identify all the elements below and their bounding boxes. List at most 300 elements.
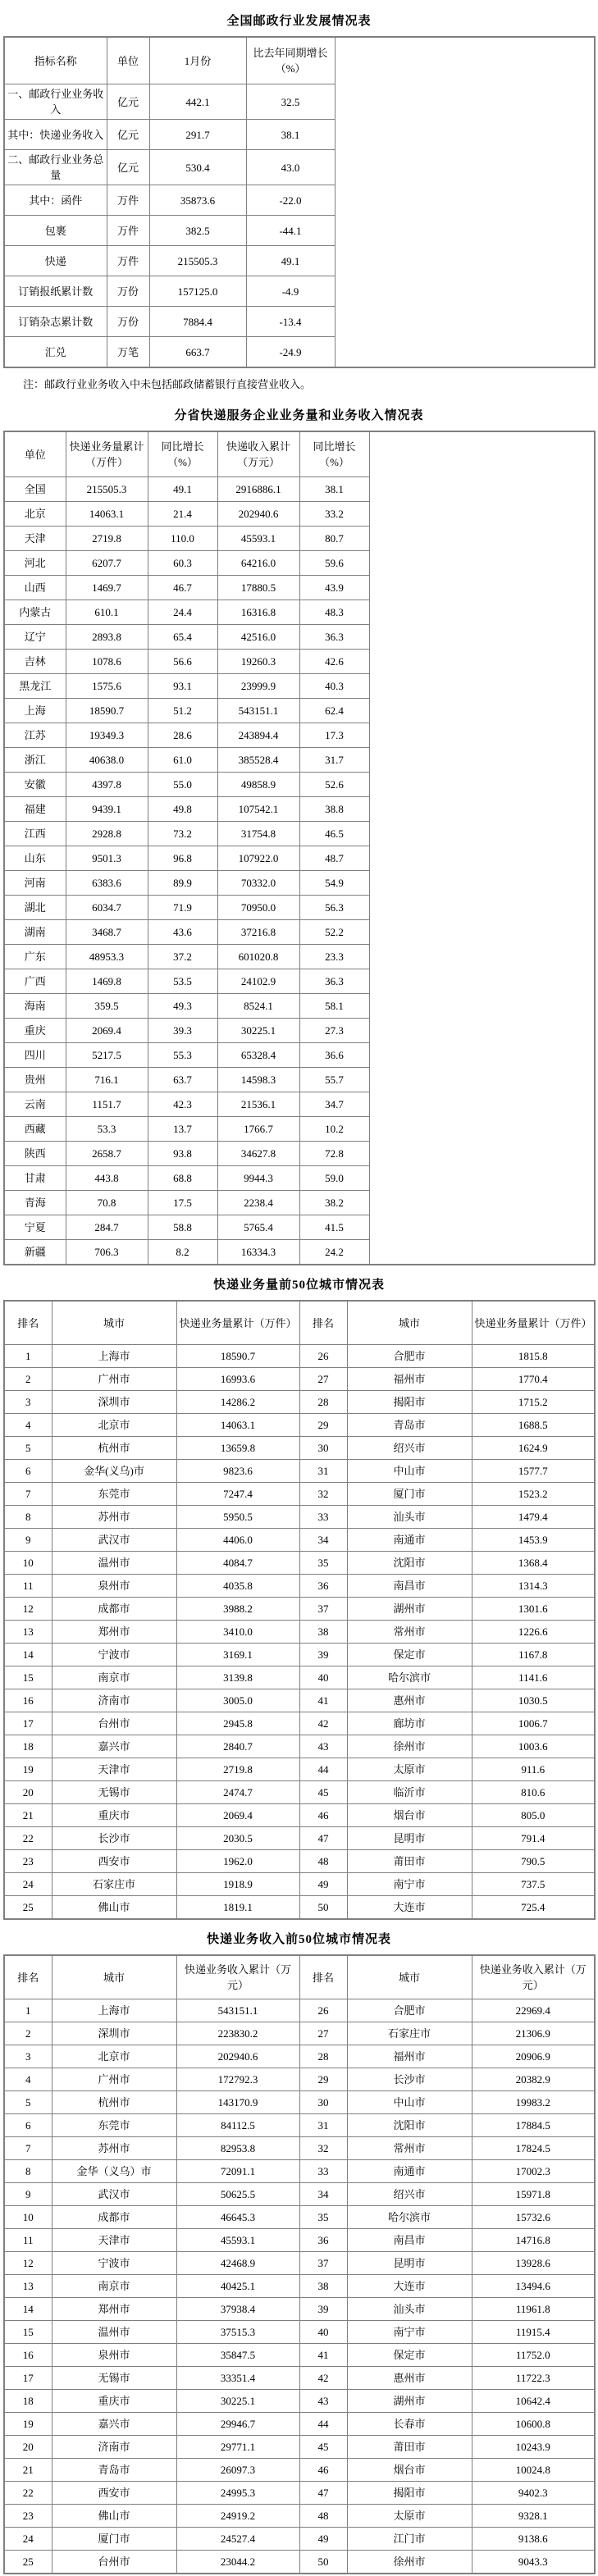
table-cell: 北京市 (52, 2045, 176, 2068)
table-cell: -44.1 (246, 216, 335, 246)
table-cell: 46.5 (299, 822, 369, 846)
table-cell: 291.7 (149, 120, 246, 150)
table-cell: 江苏 (4, 723, 66, 748)
table-cell: 东莞市 (52, 2114, 176, 2137)
table-cell: 6034.7 (66, 896, 148, 920)
table-cell: 2030.5 (176, 1827, 299, 1850)
col-header-volume-right: 快递业务量累计（万件） (472, 1301, 595, 1345)
table-cell: 东莞市 (52, 1483, 176, 1506)
table-cell: 重庆 (4, 1019, 66, 1043)
table-cell: 11 (4, 2229, 52, 2252)
table-cell: 哈尔滨市 (347, 1666, 472, 1689)
table-cell: 385528.4 (217, 748, 299, 773)
table-cell: 11 (4, 1575, 52, 1598)
table-cell: 17.3 (299, 723, 369, 748)
table-cell: 49.3 (148, 994, 217, 1019)
table-cell: 21 (4, 1804, 52, 1827)
table-cell: 山东 (4, 846, 66, 871)
table-cell: 常州市 (347, 1621, 472, 1644)
table-cell: 深圳市 (52, 1391, 176, 1414)
table-cell: 50 (299, 2551, 347, 2574)
table-cell: 1918.9 (176, 1873, 299, 1896)
table-cell: 2928.8 (66, 822, 148, 846)
table-cell: 包裹 (4, 216, 107, 246)
table-cell: 46 (299, 2459, 347, 2482)
table-cell: 揭阳市 (347, 2482, 472, 2505)
table-cell: 215505.3 (149, 246, 246, 276)
table-cell: 宁波市 (52, 1644, 176, 1666)
table-cell: 厦门市 (52, 2528, 176, 2551)
table-cell: 38.1 (246, 120, 335, 150)
table-cell: 南京市 (52, 2275, 176, 2298)
table-row (4, 1758, 595, 1781)
table-cell: 44 (299, 1758, 347, 1781)
table-cell: 20 (4, 2436, 52, 2459)
table-cell: 中山市 (347, 1460, 472, 1483)
table-cell: 保定市 (347, 1644, 472, 1666)
table-cell: 订销杂志累计数 (4, 307, 107, 337)
table-cell: 60.3 (148, 551, 217, 576)
table-cell: 70.8 (66, 1191, 148, 1215)
province-table-body (4, 431, 595, 1265)
province-table-title: 分省快递服务企业业务量和业务收入情况表 (174, 409, 424, 422)
col-header-city-left: 城市 (52, 1955, 176, 1999)
table-cell: 一、邮政行业业务收入 (4, 84, 107, 120)
table-cell: 38 (299, 2275, 347, 2298)
table-cell: 亿元 (107, 84, 149, 120)
table-cell: 31 (299, 2114, 347, 2137)
table-cell: 25 (4, 1896, 52, 1920)
table-cell: 41 (299, 2344, 347, 2367)
table-cell: 福州市 (347, 1368, 472, 1391)
table-row (4, 1827, 595, 1850)
table-cell: 49 (299, 1873, 347, 1896)
table-row (4, 1689, 595, 1712)
table-cell: 59.0 (299, 1166, 369, 1191)
table-row (4, 1735, 595, 1758)
table-row (4, 1506, 595, 1529)
table-cell: 西安市 (52, 1850, 176, 1873)
table-cell: 37 (299, 1598, 347, 1621)
table-cell: 9823.6 (176, 1460, 299, 1483)
table-cell: 1226.6 (472, 1621, 595, 1644)
table-cell: 610.1 (66, 600, 148, 625)
table-cell: 80.7 (299, 527, 369, 551)
table-cell: 50 (299, 1896, 347, 1920)
table-cell: 21536.1 (217, 1092, 299, 1117)
table-cell: 甘肃 (4, 1166, 66, 1191)
table-cell: 1030.5 (472, 1689, 595, 1712)
table-cell: 35847.5 (176, 2344, 299, 2367)
table-cell: 543151.1 (217, 699, 299, 723)
table-cell: 284.7 (66, 1215, 148, 1240)
table-cell: 68.8 (148, 1166, 217, 1191)
table-cell: 宁夏 (4, 1215, 66, 1240)
table-cell: 10 (4, 2206, 52, 2229)
table-cell: 18 (4, 1735, 52, 1758)
table-cell: 16 (4, 2344, 52, 2367)
table-cell: 无锡市 (52, 1781, 176, 1804)
table-cell: 45 (299, 2436, 347, 2459)
table-row (4, 1368, 595, 1391)
table-cell: 36 (299, 1575, 347, 1598)
table-cell: 48.3 (299, 600, 369, 625)
col-header-rank-right: 排名 (299, 1301, 347, 1345)
table-row (4, 1666, 595, 1689)
table-cell: 42 (299, 2367, 347, 2390)
table-cell: 663.7 (149, 337, 246, 368)
table-row (4, 2390, 595, 2413)
table-cell: 湖州市 (347, 1598, 472, 1621)
table-cell: 45593.1 (176, 2229, 299, 2252)
table-row (4, 2436, 595, 2459)
table-cell: 1469.7 (66, 576, 148, 600)
table-cell: 西藏 (4, 1117, 66, 1142)
table-cell: 71.9 (148, 896, 217, 920)
table-cell: 27 (299, 1368, 347, 1391)
table-cell: 737.5 (472, 1873, 595, 1896)
table-cell: 22969.4 (472, 1999, 595, 2022)
col-header-revenue-growth: 同比增长（%） (299, 431, 369, 477)
table-cell: 48 (299, 1850, 347, 1873)
table-cell: 13928.6 (472, 2252, 595, 2275)
table-cell: 福建 (4, 797, 66, 822)
table-row (4, 2482, 595, 2505)
table-row (4, 2551, 595, 2574)
table-cell: 天津市 (52, 2229, 176, 2252)
table-cell: 2069.4 (66, 1019, 148, 1043)
table-cell: 17002.3 (472, 2160, 595, 2183)
table-cell: 601020.8 (217, 945, 299, 969)
table-cell: 49858.9 (217, 773, 299, 797)
table-cell: 50625.5 (176, 2183, 299, 2206)
table-cell: 43 (299, 1735, 347, 1758)
table-cell: 温州市 (52, 1552, 176, 1575)
table-cell: 昆明市 (347, 2252, 472, 2275)
table-cell: 65328.4 (217, 1043, 299, 1068)
table-cell: 32 (299, 2137, 347, 2160)
table-row (4, 2091, 595, 2114)
table-cell: 金华(义乌)市 (52, 1460, 176, 1483)
table-cell: 1006.7 (472, 1712, 595, 1735)
table-cell: 金华（义乌）市 (52, 2160, 176, 2183)
table-cell: 10 (4, 1552, 52, 1575)
table-cell: 9043.3 (472, 2551, 595, 2574)
table-cell: 太原市 (347, 1758, 472, 1781)
table-cell: 成都市 (52, 1598, 176, 1621)
table-cell: 嘉兴市 (52, 2413, 176, 2436)
table-cell: 6207.7 (66, 551, 148, 576)
table-cell: 28 (299, 2045, 347, 2068)
table-cell: 40 (299, 1666, 347, 1689)
table-cell: 广西 (4, 969, 66, 994)
table-cell: 1815.8 (472, 1345, 595, 1368)
table-cell: 23 (4, 2505, 52, 2528)
table-cell: 安徽 (4, 773, 66, 797)
table-cell: 3988.2 (176, 1598, 299, 1621)
table-cell: 33.2 (299, 502, 369, 527)
table-cell: 45593.1 (217, 527, 299, 551)
national-postal-development-table (3, 36, 596, 368)
table-cell: 23 (4, 1850, 52, 1873)
table-cell: 陕西 (4, 1142, 66, 1166)
table-cell: 42 (299, 1712, 347, 1735)
table-cell: 10243.9 (472, 2436, 595, 2459)
table-cell: 大连市 (347, 1896, 472, 1920)
table-cell: 1078.6 (66, 650, 148, 674)
table-cell: 10642.4 (472, 2390, 595, 2413)
table-row (4, 1644, 595, 1666)
table-cell: 1770.4 (472, 1368, 595, 1391)
table-cell: 43 (299, 2390, 347, 2413)
table-cell: 广州市 (52, 2068, 176, 2091)
table-cell: 南宁市 (347, 1873, 472, 1896)
table-cell: 南京市 (52, 1666, 176, 1689)
table-cell: 39 (299, 1644, 347, 1666)
table-row (4, 2367, 595, 2390)
table-cell: 49.8 (148, 797, 217, 822)
table-cell: 8 (4, 2160, 52, 2183)
table-cell: 215505.3 (66, 477, 148, 502)
table-cell: 亿元 (107, 150, 149, 185)
table-cell: 9138.6 (472, 2528, 595, 2551)
table-row (4, 1804, 595, 1827)
table-cell: 810.6 (472, 1781, 595, 1804)
table-cell: 10.2 (299, 1117, 369, 1142)
table-cell: 45 (299, 1781, 347, 1804)
table-row (4, 2321, 595, 2344)
empty-column (369, 431, 595, 1265)
table-cell: 35873.6 (149, 185, 246, 216)
table-cell: 10600.8 (472, 2413, 595, 2436)
table-row (4, 1598, 595, 1621)
table-cell: 青岛市 (347, 1414, 472, 1437)
table-cell: 23.3 (299, 945, 369, 969)
table-cell: 大连市 (347, 2275, 472, 2298)
table-cell: 13494.6 (472, 2275, 595, 2298)
table-cell: 1577.7 (472, 1460, 595, 1483)
table-cell: 14 (4, 1644, 52, 1666)
table-cell: 临沂市 (347, 1781, 472, 1804)
top50-volume-table-title: 快递业务量前50位城市情况表 (212, 1279, 385, 1292)
table-cell: 9944.3 (217, 1166, 299, 1191)
table-cell: 内蒙古 (4, 600, 66, 625)
table-cell: 1962.0 (176, 1850, 299, 1873)
table-cell: 17884.5 (472, 2114, 595, 2137)
table-cell: 706.3 (66, 1240, 148, 1265)
table-cell: 37515.3 (176, 2321, 299, 2344)
table-cell: 41 (299, 1689, 347, 1712)
table-cell: 38.1 (299, 477, 369, 502)
table-cell: 7 (4, 2137, 52, 2160)
table-cell: 36.3 (299, 969, 369, 994)
table-cell: 24102.9 (217, 969, 299, 994)
table-cell: 云南 (4, 1092, 66, 1117)
table-cell: 2840.7 (176, 1735, 299, 1758)
col-header-volume-left: 快递业务量累计（万件） (176, 1301, 299, 1345)
table-cell: 万件 (107, 216, 149, 246)
table-cell: 223830.2 (176, 2022, 299, 2045)
table-cell: 杭州市 (52, 2091, 176, 2114)
table-cell: 40425.1 (176, 2275, 299, 2298)
table-cell: 1469.8 (66, 969, 148, 994)
table-cell: 5765.4 (217, 1215, 299, 1240)
table-cell: 1575.6 (66, 674, 148, 699)
col-header-revenue-right: 快递业务收入累计（万元） (472, 1955, 595, 1999)
col-header-city-right: 城市 (347, 1301, 472, 1345)
table-cell: 22 (4, 2482, 52, 2505)
table-cell: 29 (299, 2068, 347, 2091)
table-cell: 海南 (4, 994, 66, 1019)
table-cell: 订销报纸累计数 (4, 276, 107, 307)
table-cell: 惠州市 (347, 2367, 472, 2390)
table-cell: 天津 (4, 527, 66, 551)
table-cell: 56.6 (148, 650, 217, 674)
table-row (4, 1712, 595, 1735)
table-cell: 716.1 (66, 1068, 148, 1092)
table-cell: 厦门市 (347, 1483, 472, 1506)
table-cell: 202940.6 (176, 2045, 299, 2068)
table-cell: 2945.8 (176, 1712, 299, 1735)
table-cell: 万件 (107, 246, 149, 276)
table-cell: 辽宁 (4, 625, 66, 650)
table-row (4, 2459, 595, 2482)
table-cell: 28 (299, 1391, 347, 1414)
table-cell: 1479.4 (472, 1506, 595, 1529)
table-cell: 53.5 (148, 969, 217, 994)
table-cell: 2893.8 (66, 625, 148, 650)
table-cell: 27 (299, 2022, 347, 2045)
table-cell: 石家庄市 (52, 1873, 176, 1896)
table-cell: 济南市 (52, 2436, 176, 2459)
table-cell: 6 (4, 2114, 52, 2137)
province-express-table (3, 431, 596, 1265)
table-cell: 15 (4, 1666, 52, 1689)
col-header-january: 1月份 (149, 37, 246, 84)
table-cell: 5 (4, 2091, 52, 2114)
table-cell: 24 (4, 1873, 52, 1896)
table-row (4, 1999, 595, 2022)
table-cell: 绍兴市 (347, 2183, 472, 2206)
table-cell: 73.2 (148, 822, 217, 846)
table-cell: 宁波市 (52, 2252, 176, 2275)
table-cell: 543151.1 (176, 1999, 299, 2022)
table-cell: 2658.7 (66, 1142, 148, 1166)
table-row (4, 2160, 595, 2183)
table-cell: 佛山市 (52, 1896, 176, 1920)
table-cell: 54.9 (299, 871, 369, 896)
table-row (4, 1483, 595, 1506)
table-cell: 38 (299, 1621, 347, 1644)
table-row (4, 2045, 595, 2068)
table-cell: 郑州市 (52, 2298, 176, 2321)
table-cell: 保定市 (347, 2344, 472, 2367)
table-cell: 南宁市 (347, 2321, 472, 2344)
table-cell: 39.3 (148, 1019, 217, 1043)
table-cell: 55.0 (148, 773, 217, 797)
table-cell: 济南市 (52, 1689, 176, 1712)
table-cell: 16993.6 (176, 1368, 299, 1391)
table-cell: 20 (4, 1781, 52, 1804)
table-cell: 23999.9 (217, 674, 299, 699)
table-cell: 34627.8 (217, 1142, 299, 1166)
table-row (4, 2528, 595, 2551)
table-cell: 嘉兴市 (52, 1735, 176, 1758)
table-cell: 8 (4, 1506, 52, 1529)
table-cell: 泉州市 (52, 1575, 176, 1598)
table-cell: 佛山市 (52, 2505, 176, 2528)
table-cell: 47 (299, 2482, 347, 2505)
table-cell: 791.4 (472, 1827, 595, 1850)
table-cell: 157125.0 (149, 276, 246, 307)
table-cell: 亿元 (107, 120, 149, 150)
table-cell: 9402.3 (472, 2482, 595, 2505)
table-cell: 93.1 (148, 674, 217, 699)
table-cell: 烟台市 (347, 2459, 472, 2482)
table-cell: 3 (4, 1391, 52, 1414)
table-cell: 11961.8 (472, 2298, 595, 2321)
table-header-row (4, 431, 595, 477)
table-cell: 382.5 (149, 216, 246, 246)
table-row (4, 2413, 595, 2436)
table-cell: 1453.9 (472, 1529, 595, 1552)
col-header-volume-total: 快递业务量累计（万件） (66, 431, 148, 477)
table-cell: 805.0 (472, 1804, 595, 1827)
table-cell: 13659.8 (176, 1437, 299, 1460)
table-cell: 福州市 (347, 2045, 472, 2068)
table-cell: 18 (4, 2390, 52, 2413)
table-cell: 4 (4, 2068, 52, 2091)
table-cell: 33351.4 (176, 2367, 299, 2390)
table-cell: 46645.3 (176, 2206, 299, 2229)
table-cell: 1167.8 (472, 1644, 595, 1666)
table-cell: -13.4 (246, 307, 335, 337)
table-cell: 13 (4, 1621, 52, 1644)
table-cell: 合肥市 (347, 1345, 472, 1368)
table-cell: 26 (299, 1345, 347, 1368)
table-cell: 3410.0 (176, 1621, 299, 1644)
table-cell: 河南 (4, 871, 66, 896)
table-row (4, 1552, 595, 1575)
table-cell: 上海 (4, 699, 66, 723)
table-cell: 江门市 (347, 2528, 472, 2551)
table-cell: 泉州市 (52, 2344, 176, 2367)
table-cell: 5217.5 (66, 1043, 148, 1068)
table-row (4, 1896, 595, 1920)
table-cell: 青海 (4, 1191, 66, 1215)
table-cell: 52.6 (299, 773, 369, 797)
top50-volume-cities-table (3, 1300, 596, 1920)
table-cell: 13.7 (148, 1117, 217, 1142)
table-cell: 1 (4, 1345, 52, 1368)
table-cell: 7 (4, 1483, 52, 1506)
table-cell: 37216.8 (217, 920, 299, 945)
table-cell: 26 (299, 1999, 347, 2022)
table-cell: 快递 (4, 246, 107, 276)
table-cell: 河北 (4, 551, 66, 576)
table-cell: 莆田市 (347, 2436, 472, 2459)
table-cell: 9328.1 (472, 2505, 595, 2528)
table-cell: 沈阳市 (347, 2114, 472, 2137)
table-cell: 江西 (4, 822, 66, 846)
table-cell: 40638.0 (66, 748, 148, 773)
table-cell: 19349.3 (66, 723, 148, 748)
table-cell: 2 (4, 2022, 52, 2045)
table-cell: 35 (299, 2206, 347, 2229)
table-cell: 143170.9 (176, 2091, 299, 2114)
table-cell: 天津市 (52, 1758, 176, 1781)
col-header-city-left: 城市 (52, 1301, 176, 1345)
